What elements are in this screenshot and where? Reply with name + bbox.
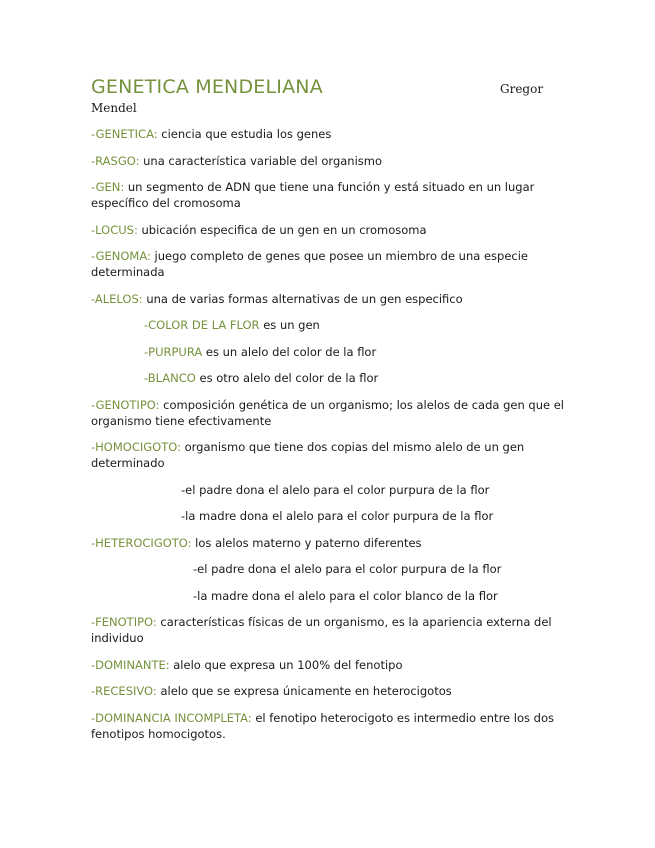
definition-text: un segmento de ADN que tiene una función y está situado en un lugar específico del cromosoma [91,180,535,210]
definition-term: -RECESIVO: [91,684,157,698]
definition-text: organismo que tiene dos copias del mismo alelo de un gen determinado [91,440,525,470]
definition-item [91,508,571,524]
definition-text: es otro alelo del color de la flor [195,371,379,385]
definition-term: -HOMOCIGOTO: [91,440,181,454]
definition-text: los alelos materno y paterno diferentes [191,535,422,550]
definition-term: -RASGO: [91,153,140,168]
definition-text: características físicas de un organismo, es la apariencia externa del individuo [91,615,552,645]
definition-item [91,439,571,471]
definition-item [91,179,571,211]
definition-item [91,370,571,386]
definition-text: -la madre dona el alelo para el color blanco de la flor [193,588,498,603]
definitions-list [91,126,571,742]
definition-item [91,222,571,238]
definition-item [91,561,571,577]
definition-text: el fenotipo heterocigoto es intermedio entre los dos fenotipos homocigotos. [91,710,554,741]
definition-item [91,710,571,742]
definition-item [91,317,571,333]
definition-text: alelo que expresa un 100% del fenotipo [169,657,403,672]
definition-term: -GENOTIPO: [91,397,160,412]
definition-text: una de varias formas alternativas de un gen especifico [142,291,463,306]
definition-term: -DOMINANCIA INCOMPLETA: [91,710,252,725]
definition-text: alelo que se expresa únicamente en heterocigotos [156,684,452,698]
definition-item [91,397,571,429]
definition-term: -GENOMA: [91,249,151,263]
definition-item [91,248,571,280]
author-last-name: Mendel [91,101,137,115]
definition-item [91,683,571,699]
definition-text: es un alelo del color de la flor [202,344,377,359]
definition-text: una característica variable del organismo [139,153,383,168]
author-first-name: Gregor [500,82,544,96]
definition-term: -LOCUS: [91,222,138,237]
definition-text: -el padre dona el alelo para el color purpura de la flor [193,562,502,576]
definition-text: -el padre dona el alelo para el color purpura de la flor [181,482,490,497]
definition-term: -BLANCO [144,371,196,385]
definition-text: juego completo de genes que posee un miembro de una especie determinada [91,249,528,279]
definition-text: -la madre dona el alelo para el color purpura de la flor [181,509,494,523]
definition-term: -PURPURA [144,344,203,359]
definition-term: -GEN: [91,180,125,194]
definition-term: -ALELOS: [91,291,143,306]
definition-item [91,126,571,142]
definition-item [91,614,571,646]
definition-item [91,291,571,307]
definition-term: -COLOR DE LA FLOR [144,318,260,332]
definition-text: ciencia que estudia los genes [157,127,332,141]
document-title: GENETICA MENDELIANA [91,76,323,98]
document-content [91,76,571,752]
definition-item [91,482,571,498]
definition-term: -HETEROCIGOTO: [91,535,192,550]
definition-item [91,535,571,551]
definition-term: -FENOTIPO: [91,615,157,629]
definition-text: composición genética de un organismo; los alelos de cada gen que el organismo tiene efectivamente [91,397,564,428]
title-row [91,76,571,100]
definition-term: -DOMINANTE: [91,657,170,672]
definition-item [91,344,571,360]
definition-term: -GENETICA: [91,127,158,141]
definition-item [91,153,571,169]
definition-item [91,588,571,604]
definition-text: ubicación especifica de un gen en un cromosoma [137,222,427,237]
definition-text: es un gen [259,318,320,332]
definition-item [91,657,571,673]
